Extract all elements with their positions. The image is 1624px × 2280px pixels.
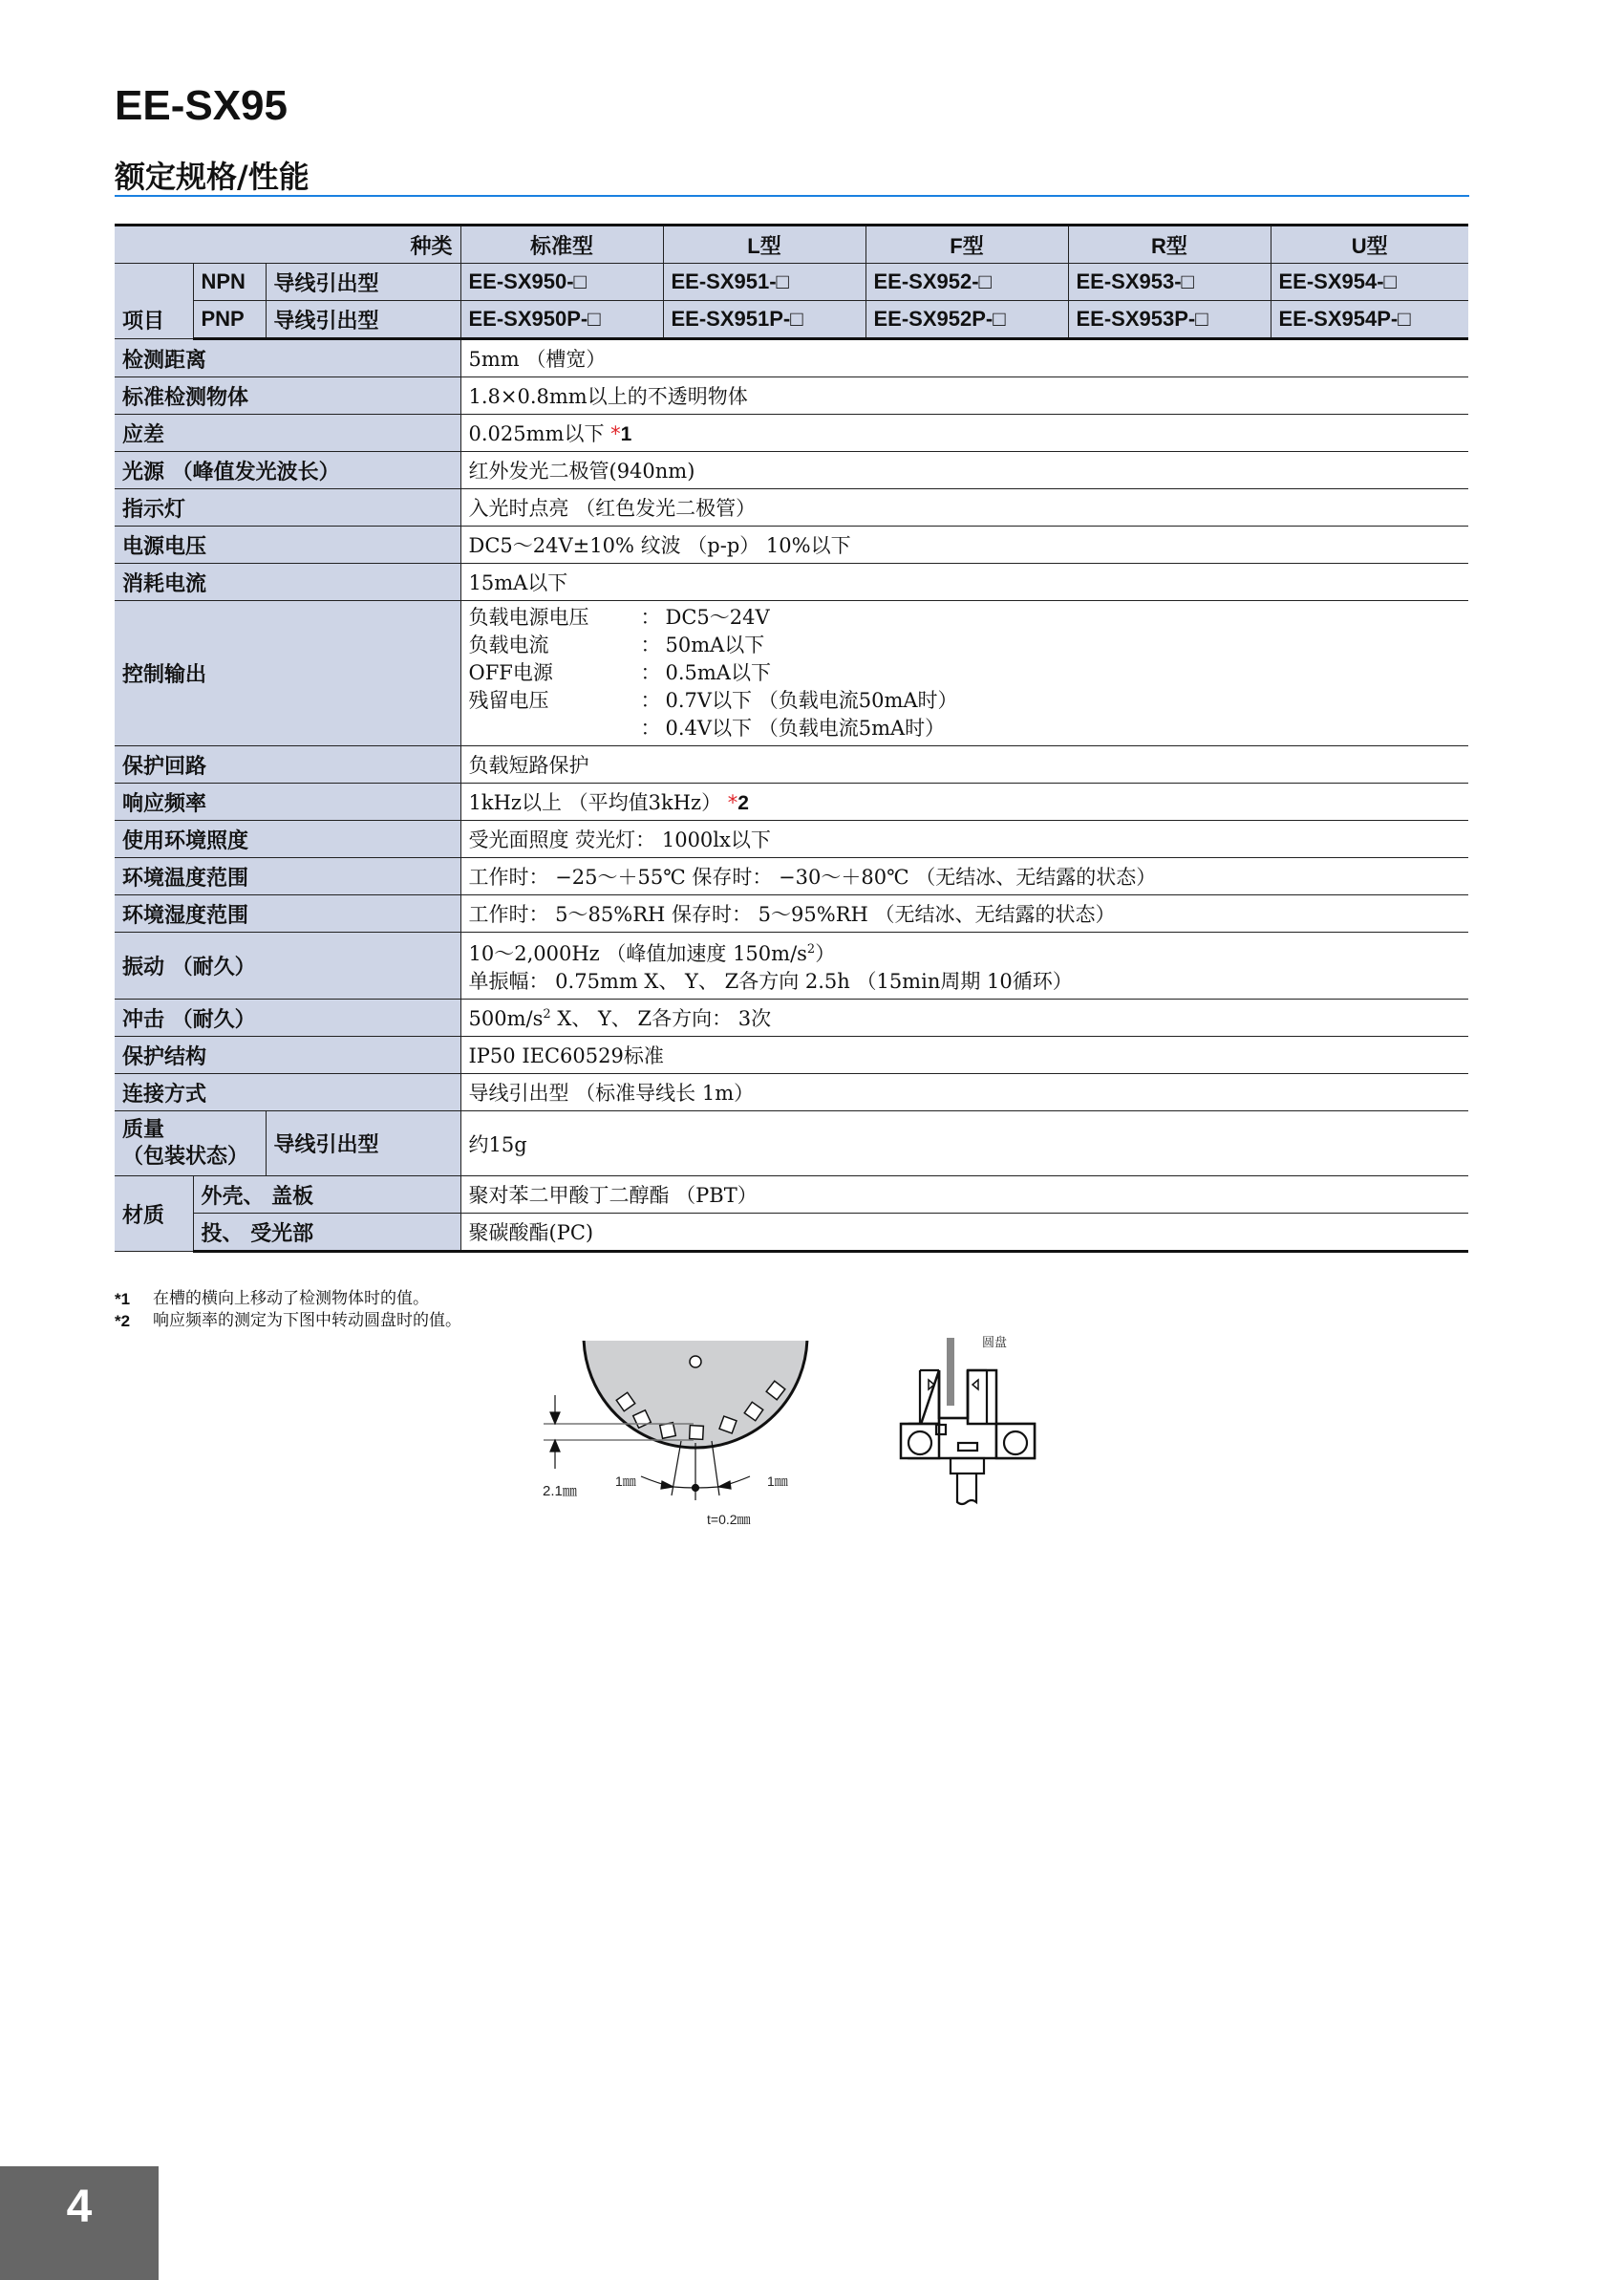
row-indicator <box>115 489 1468 527</box>
npn-model: EE-SX950-□ <box>460 264 663 301</box>
row-light-source <box>115 452 1468 489</box>
row-response-frequency <box>115 784 1468 821</box>
row-value: 聚对苯二甲酸丁二醇酯 （PBT） <box>460 1176 1468 1214</box>
pnp-model: EE-SX953P-□ <box>1068 301 1271 339</box>
output-value: 50mA以下 <box>665 634 765 656</box>
npn-lead-type: 导线引出型 <box>266 264 460 301</box>
footnote-text: 响应频率的测定为下图中转动圆盘时的值。 <box>153 1311 461 1330</box>
material-emitter-label: 投、 受光部 <box>193 1214 460 1252</box>
row-value: 受光面照度 荧光灯： 1000lx以下 <box>460 821 1468 858</box>
row-label: 保护回路 <box>115 746 460 784</box>
dim-left-label: 1㎜ <box>615 1473 636 1489</box>
row-hysteresis <box>115 415 1468 452</box>
row-mass <box>115 1111 1468 1176</box>
pnp-label: PNP <box>193 301 266 339</box>
section-divider <box>115 195 1469 197</box>
header-type-label: 种类 <box>115 226 460 264</box>
output-value: DC5～24V <box>665 606 770 629</box>
material-case-label: 外壳、 盖板 <box>193 1176 460 1214</box>
row-protective-structure <box>115 1037 1468 1074</box>
output-colon: ： <box>640 634 661 656</box>
row-label: 检测距离 <box>115 339 460 377</box>
row-value: 负载短路保护 <box>460 746 1468 784</box>
npn-label: NPN <box>193 264 266 301</box>
footnote-ref: 1 <box>620 423 632 445</box>
disk-label: 圆盘 <box>982 1336 1008 1350</box>
row-supply-voltage <box>115 527 1468 564</box>
type-standard: 标准型 <box>460 226 663 264</box>
row-label: 振动 （耐久） <box>115 933 460 1000</box>
footnote-mark: *2 <box>115 1312 131 1330</box>
pnp-model: EE-SX950P-□ <box>460 301 663 339</box>
row-value <box>460 1000 1468 1037</box>
mass-lead-type: 导线引出型 <box>266 1111 460 1176</box>
npn-model: EE-SX952-□ <box>865 264 1068 301</box>
row-standard-object <box>115 377 1468 415</box>
superscript: 2 <box>806 942 816 957</box>
row-value <box>460 415 1468 452</box>
type-l: L型 <box>663 226 865 264</box>
row-label: 控制输出 <box>115 601 460 746</box>
row-label: 指示灯 <box>115 489 460 527</box>
row-label: 环境湿度范围 <box>115 895 460 933</box>
row-ambient-illumination <box>115 821 1468 858</box>
output-key: 负载电源电压 <box>468 606 589 629</box>
output-key: 负载电流 <box>468 634 549 656</box>
dim-height-label: 2.1㎜ <box>543 1483 577 1499</box>
row-label: 电源电压 <box>115 527 460 564</box>
page-title: EE-SX95 <box>115 82 288 129</box>
header-item-label: 项目 <box>115 264 193 339</box>
shock-value: 500m/s <box>468 1007 544 1030</box>
row-ambient-humidity <box>115 895 1468 933</box>
row-label: 响应频率 <box>115 784 460 821</box>
row-connection <box>115 1074 1468 1111</box>
response-frequency-figure <box>535 1338 1108 1586</box>
row-value <box>460 933 1468 1000</box>
row-value: 15mA以下 <box>460 564 1468 601</box>
dim-right-label: 1㎜ <box>767 1473 788 1489</box>
row-label: 保护结构 <box>115 1037 460 1074</box>
output-value: 0.7V以下 （负载电流50mA时） <box>665 689 958 712</box>
mass-label: 质量 <box>122 1117 165 1142</box>
row-protection-circuit <box>115 746 1468 784</box>
row-label: 标准检测物体 <box>115 377 460 415</box>
disk-diagram-icon <box>535 1338 1108 1586</box>
output-colon: ： <box>640 606 661 629</box>
row-control-output <box>115 601 1468 746</box>
output-key: 残留电压 <box>468 689 549 712</box>
row-ambient-temperature <box>115 858 1468 895</box>
pnp-lead-type: 导线引出型 <box>266 301 460 339</box>
page-number: 4 <box>66 2182 93 2232</box>
row-value: 聚碳酸酯(PC) <box>460 1214 1468 1252</box>
row-detect-distance <box>115 339 1468 377</box>
footnote-2 <box>115 1310 461 1332</box>
output-colon: ： <box>640 689 661 712</box>
type-r: R型 <box>1068 226 1271 264</box>
row-value: 导线引出型 （标准导线长 1m） <box>460 1074 1468 1111</box>
row-value: IP50 IEC60529标准 <box>460 1037 1468 1074</box>
row-label: 消耗电流 <box>115 564 460 601</box>
row-value: 红外发光二极管(940nm) <box>460 452 1468 489</box>
row-material-case <box>115 1176 1468 1214</box>
row-value: DC5～24V±10% 纹波 （p-p） 10%以下 <box>460 527 1468 564</box>
pnp-model: EE-SX952P-□ <box>865 301 1068 339</box>
shock-value-end: X、 Y、 Z各方向： 3次 <box>550 1007 772 1030</box>
row-label: 光源 （峰值发光波长） <box>115 452 460 489</box>
footnote-ref: 2 <box>737 792 749 814</box>
material-label: 材质 <box>115 1176 193 1252</box>
output-key: OFF电源 <box>468 661 553 684</box>
vibration-line2: 单振幅： 0.75mm X、 Y、 Z各方向 2.5h （15min周期 10循环） <box>468 970 1073 993</box>
footnote-1 <box>115 1288 461 1310</box>
value-text: 1kHz以上 （平均值3kHz） <box>468 791 728 814</box>
spec-table <box>115 224 1468 1253</box>
row-current-consumption <box>115 564 1468 601</box>
row-value: 工作时： 5～85%RH 保存时： 5～95%RH （无结冰、无结露的状态） <box>460 895 1468 933</box>
output-key <box>469 715 641 742</box>
row-label: 环境温度范围 <box>115 858 460 895</box>
output-colon: ： <box>640 661 661 684</box>
footnotes <box>115 1288 461 1332</box>
row-shock <box>115 1000 1468 1037</box>
vibration-line1: 10～2,000Hz （峰值加速度 150m/s <box>468 942 807 965</box>
vibration-line1-end: ） <box>815 942 836 965</box>
mass-label-sub: （包装状态） <box>122 1144 249 1169</box>
row-label: 使用环境照度 <box>115 821 460 858</box>
row-value: 入光时点亮 （红色发光二极管） <box>460 489 1468 527</box>
output-value: 0.5mA以下 <box>665 661 771 684</box>
superscript: 2 <box>543 1007 551 1022</box>
row-vibration <box>115 933 1468 1000</box>
footnote-star: * <box>727 791 738 814</box>
npn-model: EE-SX953-□ <box>1068 264 1271 301</box>
row-value <box>460 601 1468 746</box>
npn-model: EE-SX951-□ <box>663 264 865 301</box>
type-u: U型 <box>1271 226 1468 264</box>
output-colon: ： <box>640 717 661 740</box>
row-value: 工作时： −25～＋55℃ 保存时： −30～＋80℃ （无结冰、无结露的状态） <box>460 858 1468 895</box>
pnp-model: EE-SX954P-□ <box>1271 301 1468 339</box>
footnote-text: 在槽的横向上移动了检测物体时的值。 <box>153 1289 429 1308</box>
row-value: 5mm （槽宽） <box>460 339 1468 377</box>
pnp-model: EE-SX951P-□ <box>663 301 865 339</box>
value-text: 0.025mm以下 <box>468 422 611 445</box>
type-f: F型 <box>865 226 1068 264</box>
row-label <box>115 1111 266 1176</box>
npn-model: EE-SX954-□ <box>1271 264 1468 301</box>
footnote-mark: *1 <box>115 1290 131 1308</box>
row-value: 约15g <box>460 1111 1468 1176</box>
row-label: 应差 <box>115 415 460 452</box>
row-value <box>460 784 1468 821</box>
row-value: 1.8×0.8mm以上的不透明物体 <box>460 377 1468 415</box>
row-label: 连接方式 <box>115 1074 460 1111</box>
thickness-label: t=0.2㎜ <box>707 1512 751 1527</box>
row-material-emitter <box>115 1214 1468 1252</box>
footnote-star: * <box>610 422 621 445</box>
section-title: 额定规格/性能 <box>115 159 310 195</box>
row-label: 冲击 （耐久） <box>115 1000 460 1037</box>
output-value: 0.4V以下 （负载电流5mA时） <box>665 717 946 740</box>
